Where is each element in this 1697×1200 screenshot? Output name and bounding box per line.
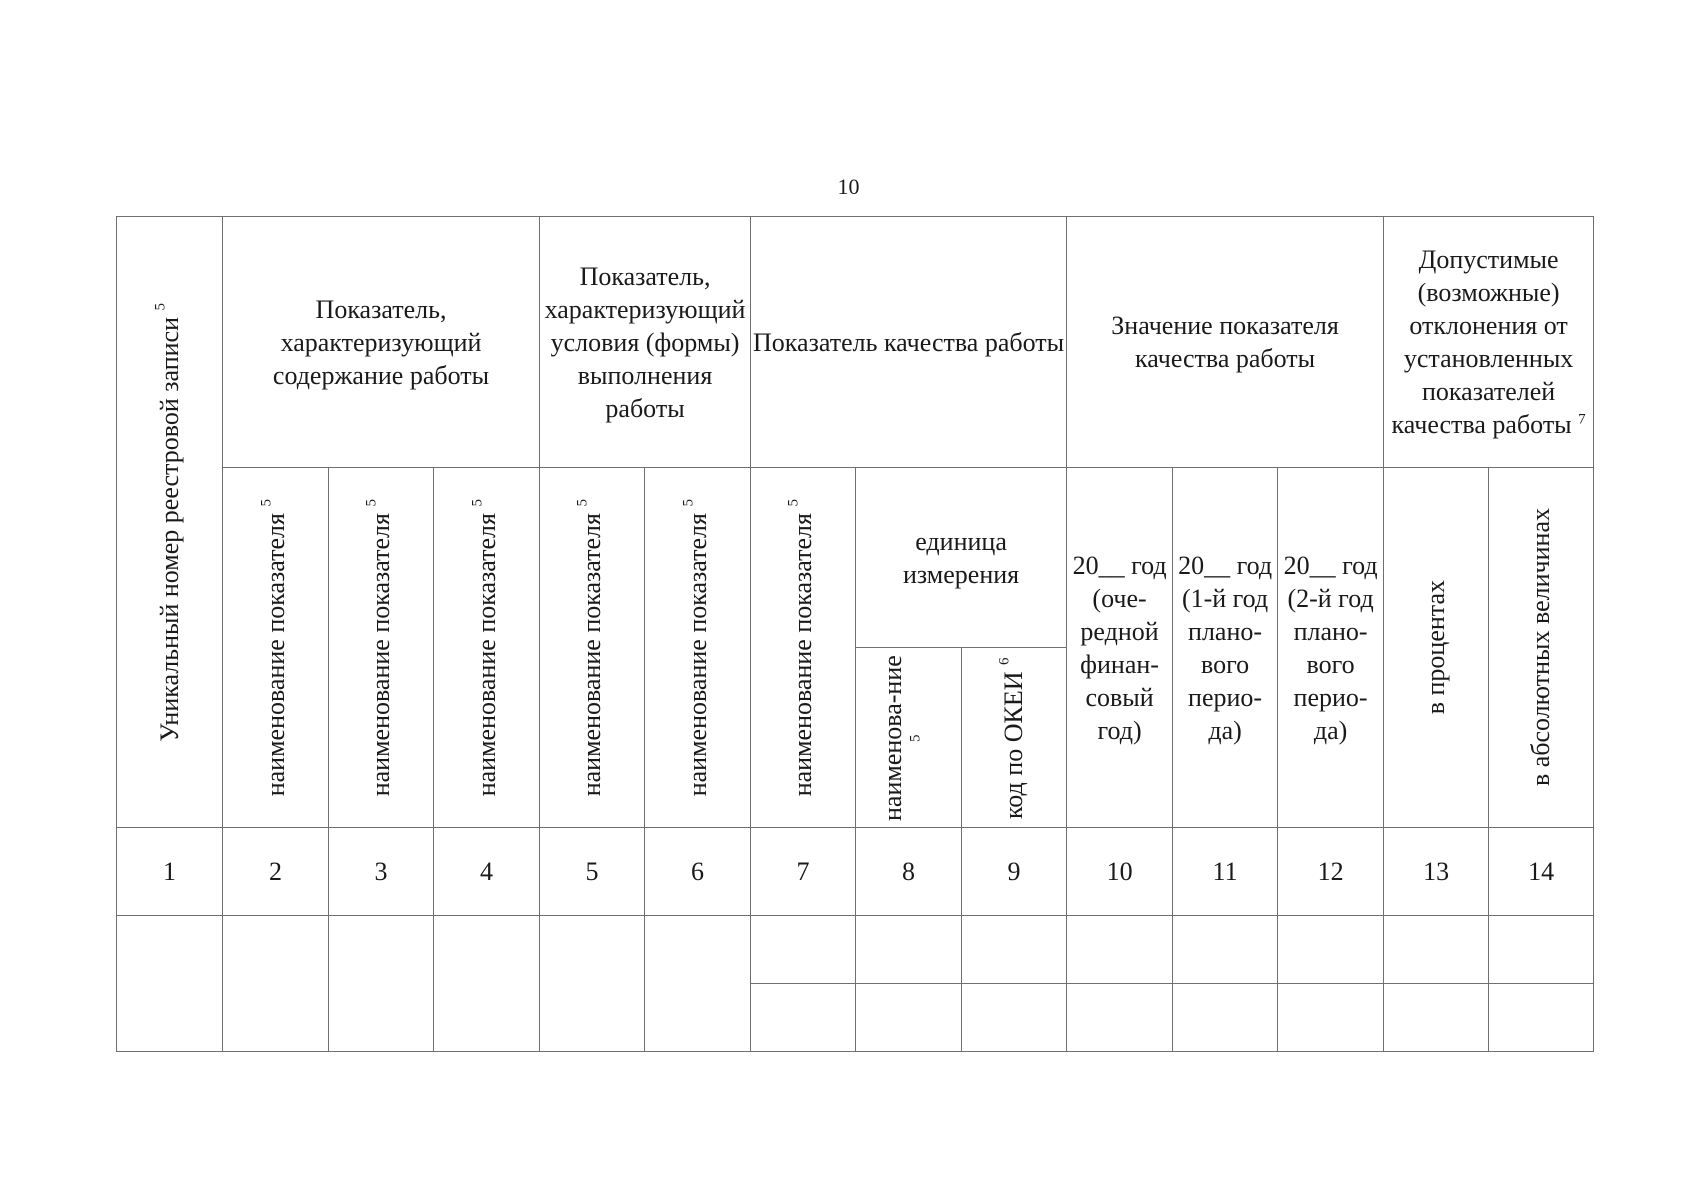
- empty-cell: [1067, 984, 1173, 1052]
- empty-cell: [962, 916, 1067, 984]
- empty-cell: [117, 916, 223, 1052]
- table-row: [117, 916, 1594, 984]
- column-number: 11: [1173, 828, 1278, 916]
- empty-cell: [856, 916, 962, 984]
- header-unit-name: наименова-ние $^5$: [856, 648, 962, 828]
- header-allowed-deviations: Допустимые (возможные) отклонения от установленных показателей качества работы $^7$: [1384, 217, 1594, 468]
- header-quality-indicator: Показатель качества работы: [751, 217, 1067, 468]
- header-col-7-indicator-name: наименование показателя $^5$: [751, 468, 856, 828]
- header-conditions-indicator: Показатель, характеризующий условия (формы) выполнения работы: [540, 217, 751, 468]
- empty-cell: [223, 916, 329, 1052]
- column-number: 5: [540, 828, 645, 916]
- column-number: 4: [434, 828, 540, 916]
- empty-cell: [1278, 984, 1384, 1052]
- empty-cell: [1489, 916, 1594, 984]
- header-in-absolute: в абсолютных величинах: [1489, 468, 1594, 828]
- header-year-next: 20__ год (оче-редной финан-совый год): [1067, 468, 1173, 828]
- column-number: 10: [1067, 828, 1173, 916]
- column-numbers-row: [117, 828, 1594, 916]
- header-unique-number: Уникальный номер реестровой записи $^5$: [117, 217, 223, 828]
- header-col-5-indicator-name: наименование показателя $^5$: [540, 468, 645, 828]
- empty-cell: [434, 916, 540, 1052]
- header-year-plan-2: 20__ год (2-й год плано-вого перио-да): [1278, 468, 1384, 828]
- empty-cell: [1384, 916, 1489, 984]
- header-quality-values: Значение показателя качества работы: [1067, 217, 1384, 468]
- column-number: 9: [962, 828, 1067, 916]
- header-col-2-indicator-name: наименование показателя $^5$: [223, 468, 329, 828]
- empty-cell: [751, 984, 856, 1052]
- column-number: 2: [223, 828, 329, 916]
- empty-cell: [751, 916, 856, 984]
- column-number: 8: [856, 828, 962, 916]
- header-unit-of-measure: единица измерения: [856, 468, 1067, 648]
- empty-cell: [1278, 916, 1384, 984]
- header-content-indicator: Показатель, характеризующий содержание работы: [223, 217, 540, 468]
- header-okei-code: код по ОКЕИ $^6$: [962, 648, 1067, 828]
- empty-cell: [962, 984, 1067, 1052]
- empty-cell: [856, 984, 962, 1052]
- header-col-3-indicator-name: наименование показателя $^5$: [329, 468, 434, 828]
- empty-cell: [1173, 916, 1278, 984]
- empty-cell: [540, 916, 645, 1052]
- header-col-6-indicator-name: наименование показателя $^5$: [645, 468, 751, 828]
- header-col-4-indicator-name: наименование показателя $^5$: [434, 468, 540, 828]
- header-in-percent: в процентах: [1384, 468, 1489, 828]
- column-number: 13: [1384, 828, 1489, 916]
- column-number: 3: [329, 828, 434, 916]
- column-number: 6: [645, 828, 751, 916]
- quality-indicators-table: [116, 216, 1594, 1052]
- header-year-plan-1: 20__ год (1-й год плано-вого перио-да): [1173, 468, 1278, 828]
- empty-cell: [1489, 984, 1594, 1052]
- empty-cell: [1384, 984, 1489, 1052]
- page-number: 10: [837, 174, 860, 199]
- empty-cell: [329, 916, 434, 1052]
- column-number: 1: [117, 828, 223, 916]
- empty-cell: [1173, 984, 1278, 1052]
- column-number: 14: [1489, 828, 1594, 916]
- column-number: 12: [1278, 828, 1384, 916]
- column-number: 7: [751, 828, 856, 916]
- empty-cell: [1067, 916, 1173, 984]
- empty-cell: [645, 916, 751, 1052]
